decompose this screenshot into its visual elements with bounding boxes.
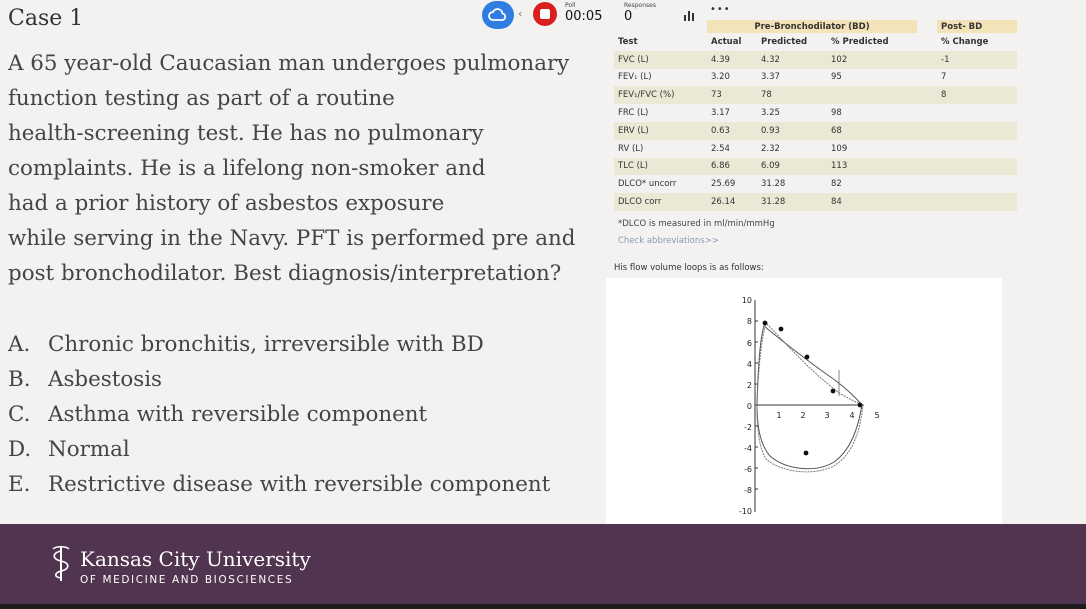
table-group-header-row [614, 20, 1017, 33]
cell-test: ERV (L) [618, 125, 649, 136]
cell-actual: 73 [711, 90, 722, 101]
cell-pct-predicted: 109 [831, 143, 848, 154]
column-header: Test [618, 36, 638, 47]
university-name: Kansas City University [80, 547, 311, 571]
cell-pct-predicted: 98 [831, 108, 842, 119]
cell-predicted: 2.32 [761, 143, 780, 154]
cell-pct-predicted: 84 [831, 197, 842, 208]
cell-test: TLC (L) [618, 161, 648, 172]
cell-actual: 3.20 [711, 72, 730, 83]
column-header: % Predicted [831, 36, 889, 47]
answer-option-b [8, 362, 550, 397]
poll-label: Poll [565, 2, 576, 9]
cell-predicted: 3.25 [761, 108, 780, 119]
answer-letter: E. [8, 472, 31, 497]
table-row [614, 104, 1017, 122]
pred-point [804, 451, 809, 456]
pred-point [763, 321, 768, 326]
cell-pct-change: 7 [941, 72, 947, 83]
question-line: function testing as part of a routine [8, 86, 395, 111]
table-row [614, 122, 1017, 140]
cell-pct-predicted: 102 [831, 54, 848, 65]
answer-text: Asthma with reversible component [48, 402, 428, 427]
university-subtitle: OF MEDICINE AND BIOSCIENCES [80, 574, 294, 586]
pred-point [858, 403, 863, 408]
pft-table [614, 20, 1017, 211]
cell-predicted: 6.09 [761, 161, 780, 172]
y-tick-label: 10 [741, 296, 752, 305]
table-row [614, 86, 1017, 104]
column-header: Predicted [761, 36, 808, 47]
y-tick-label: 8 [746, 317, 752, 326]
answer-list [8, 327, 550, 502]
y-tick-label: 0 [746, 402, 752, 411]
question-line: complaints. He is a lifelong non-smoker and [8, 156, 486, 181]
flow-loop-intro: His flow volume loops is as follows: [614, 263, 764, 273]
cell-pct-change [937, 104, 1017, 122]
y-tick-label: 4 [746, 360, 752, 369]
question-line: had a prior history of asbestos exposure [8, 191, 445, 216]
x-tick-label: 5 [874, 411, 880, 420]
cell-test: RV (L) [618, 143, 644, 154]
pred-point [831, 389, 836, 394]
cell-test: FVC (L) [618, 54, 649, 65]
cell-actual: 25.69 [711, 179, 736, 190]
answer-text: Normal [48, 437, 130, 462]
table-column-header-row [614, 33, 1017, 51]
question-line: while serving in the Navy. PFT is performed pre and [8, 226, 576, 251]
answer-text: Asbestosis [48, 367, 163, 392]
kcu-logo-icon [48, 543, 74, 587]
chevron-left-icon[interactable]: ‹ [518, 7, 523, 20]
answer-letter: C. [8, 402, 31, 427]
responses-label: Responses [624, 2, 656, 9]
answer-letter: A. [8, 332, 31, 357]
cell-pct-change: 8 [941, 90, 947, 101]
question-line: post bronchodilator. Best diagnosis/interpretation? [8, 261, 562, 286]
cell-pct-predicted: 113 [831, 161, 848, 172]
answer-option-e [8, 467, 550, 502]
pre-bd-header: Pre-Bronchodilator (BD) [707, 20, 917, 33]
table-row [614, 140, 1017, 158]
dlco-footnote: *DLCO is measured in ml/min/mmHg [618, 219, 775, 229]
cell-predicted: 31.28 [761, 179, 786, 190]
cell-predicted: 0.93 [761, 125, 780, 136]
cell-actual: 3.17 [711, 108, 730, 119]
cell-test: DLCO corr [618, 197, 662, 208]
table-row [614, 69, 1017, 87]
column-header: Actual [711, 36, 742, 47]
answer-option-c [8, 397, 550, 432]
more-icon[interactable]: ••• [710, 4, 731, 15]
cell-predicted: 3.37 [761, 72, 780, 83]
cell-actual: 2.54 [711, 143, 730, 154]
cell-actual: 6.86 [711, 161, 730, 172]
table-row [614, 158, 1017, 176]
question-line: A 65 year-old Caucasian man undergoes pulmonary [8, 51, 570, 76]
check-abbreviations-link[interactable]: Check abbreviations>> [618, 236, 719, 246]
y-tick-label: -8 [744, 486, 752, 495]
cell-pct-change [937, 175, 1017, 193]
post-bd-loop [757, 323, 863, 472]
table-row [614, 193, 1017, 211]
x-tick-label: 2 [800, 411, 806, 420]
answer-letter: D. [8, 437, 32, 462]
cell-pct-change [937, 122, 1017, 140]
cell-predicted: 4.32 [761, 54, 780, 65]
cell-pct-change [937, 158, 1017, 176]
cell-test: DLCO* uncorr [618, 179, 677, 190]
y-tick-label: -4 [744, 444, 752, 453]
y-tick-label: 2 [746, 381, 752, 390]
y-tick-label: 6 [746, 339, 752, 348]
slide-title: Case 1 [8, 6, 84, 31]
cell-pct-predicted: 68 [831, 125, 842, 136]
cell-pct-predicted: 95 [831, 72, 842, 83]
answer-text: Restrictive disease with reversible component [48, 472, 551, 497]
pred-point [779, 327, 784, 332]
cell-pct-predicted [827, 86, 917, 104]
footer-bottom-line [0, 604, 1086, 609]
question-line: health-screening test. He has no pulmonary [8, 121, 484, 146]
cell-predicted: 78 [761, 90, 772, 101]
y-tick-label: -10 [738, 507, 752, 516]
cloud-icon[interactable] [482, 1, 514, 29]
question-text [8, 46, 598, 291]
cell-actual: 26.14 [711, 197, 736, 208]
x-tick-label: 3 [824, 411, 830, 420]
poll-timer: 00:05 [565, 9, 603, 24]
x-tick-label: 4 [849, 411, 855, 420]
stop-icon[interactable] [533, 2, 557, 26]
y-tick-label: -6 [744, 465, 752, 474]
cell-pct-change [937, 193, 1017, 211]
pred-point [805, 355, 810, 360]
table-row [614, 51, 1017, 69]
cell-actual: 4.39 [711, 54, 730, 65]
post-bd-header: Post- BD [937, 20, 1017, 33]
answer-text: Chronic bronchitis, irreversible with BD [48, 332, 484, 357]
y-tick-label: -2 [744, 423, 752, 432]
cell-predicted: 31.28 [761, 197, 786, 208]
table-row [614, 175, 1017, 193]
column-header: % Change [941, 36, 989, 47]
cell-pct-change: -1 [941, 54, 950, 65]
cell-test: FEV₁/FVC (%) [618, 90, 675, 101]
cell-test: FRC (L) [618, 108, 649, 119]
cell-pct-predicted: 82 [831, 179, 842, 190]
cell-test: FEV₁ (L) [618, 72, 652, 83]
answer-option-d [8, 432, 550, 467]
cell-actual: 0.63 [711, 125, 730, 136]
x-tick-label: 1 [776, 411, 782, 420]
answer-option-a [8, 327, 550, 362]
cell-pct-change [937, 140, 1017, 158]
answer-letter: B. [8, 367, 31, 392]
responses-count: 0 [624, 9, 633, 24]
